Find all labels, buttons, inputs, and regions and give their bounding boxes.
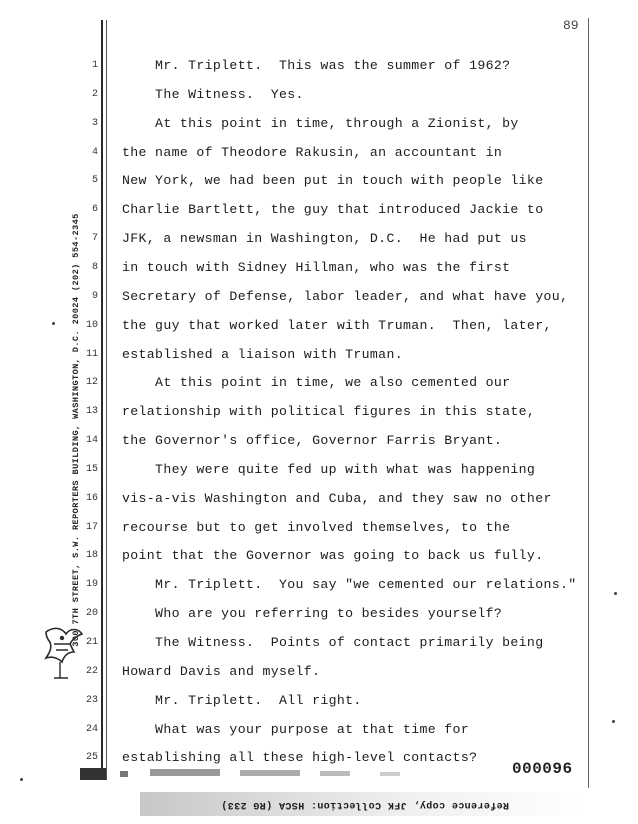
transcript-line: point that the Governor was going to back us fully. [122,548,544,564]
transcript-line: relationship with political figures in this state, [122,404,536,420]
transcript-line: in touch with Sidney Hillman, who was the first [122,259,511,275]
transcript-line: Mr. Triplett. All right. [122,692,362,708]
transcript-line: the Governor's office, Governor Farris Bryant. [122,433,503,449]
line-number: 3 [91,117,98,129]
scan-speck [20,778,23,781]
line-number: 20 [85,608,98,620]
transcript-line: Who are you referring to besides yourself? [122,606,503,622]
transcript-line: The Witness. Points of contact primarily being [122,635,544,650]
left-margin-rule-inner [106,20,107,780]
reference-footer: Reference copy, JFK Collection: HSCA (RG 233) [140,792,590,816]
line-number: 10 [85,319,98,331]
line-number: 21 [85,637,98,648]
line-number: 16 [85,492,98,504]
line-number: 9 [91,290,98,302]
transcript-line: The Witness. Yes. [122,86,304,102]
transcript-line: At this point in time, through a Zionist, by [122,115,519,131]
reporter-address: 300 7TH STREET, S.W. REPORTERS BUILDING, WASHINGTON, D.C. 20024 (202) 554-2345 [71,213,81,647]
line-number: 1 [91,60,98,71]
left-margin-rule [101,20,103,780]
line-number: 19 [85,579,98,591]
transcript-line: At this point in time, we also cemented our [122,375,511,391]
line-number: 24 [85,723,98,735]
scan-speck [52,322,55,325]
transcript-line: Howard Davis and myself. [122,663,321,679]
transcript-line: recourse but to get involved themselves, to the [122,519,511,535]
right-margin-rule [588,18,589,788]
transcript-line: Mr. Triplett. This was the summer of 1962? [122,58,511,73]
transcript-line: Secretary of Defense, labor leader, and what have you, [122,288,569,304]
eagle-stamp-icon [40,622,86,684]
line-number: 25 [85,752,98,764]
line-number: 13 [85,406,98,418]
transcript-line: vis-a-vis Washington and Cuba, and they saw no other [122,490,552,506]
line-number: 15 [85,463,98,475]
line-number: 6 [91,204,98,216]
line-number: 12 [85,377,98,389]
scan-speck [612,720,615,723]
transcript-line: What was your purpose at that time for [122,721,470,737]
transcript-line: They were quite fed up with what was happening [122,461,536,477]
transcript-line: New York, we had been put in touch with people like [122,173,544,189]
scan-speck [614,592,617,595]
line-number: 4 [91,146,98,158]
line-number: 2 [91,88,98,100]
line-number: 14 [85,435,98,447]
line-number: 11 [85,348,98,360]
page-number: 89 [563,18,579,33]
line-number: 22 [85,665,98,677]
transcript-line: Mr. Triplett. You say "we cemented our relations." [122,577,577,593]
transcript-line: Charlie Bartlett, the guy that introduced Jackie to [122,202,544,218]
line-number: 5 [91,175,98,187]
line-number: 23 [85,694,98,706]
transcript-line: established a liaison with Truman. [122,346,403,362]
transcript-line: the guy that worked later with Truman. Then, later, [122,317,552,333]
transcript-line: JFK, a newsman in Washington, D.C. He had put us [122,231,527,247]
line-number: 18 [85,550,98,562]
line-number: 17 [85,521,98,533]
transcript-line: the name of Theodore Rakusin, an accountant in [122,144,503,160]
line-number: 7 [91,233,98,245]
line-number: 8 [91,261,98,273]
document-code: 000096 [512,760,573,778]
transcript-line: establishing all these high-level contacts? [122,750,478,766]
